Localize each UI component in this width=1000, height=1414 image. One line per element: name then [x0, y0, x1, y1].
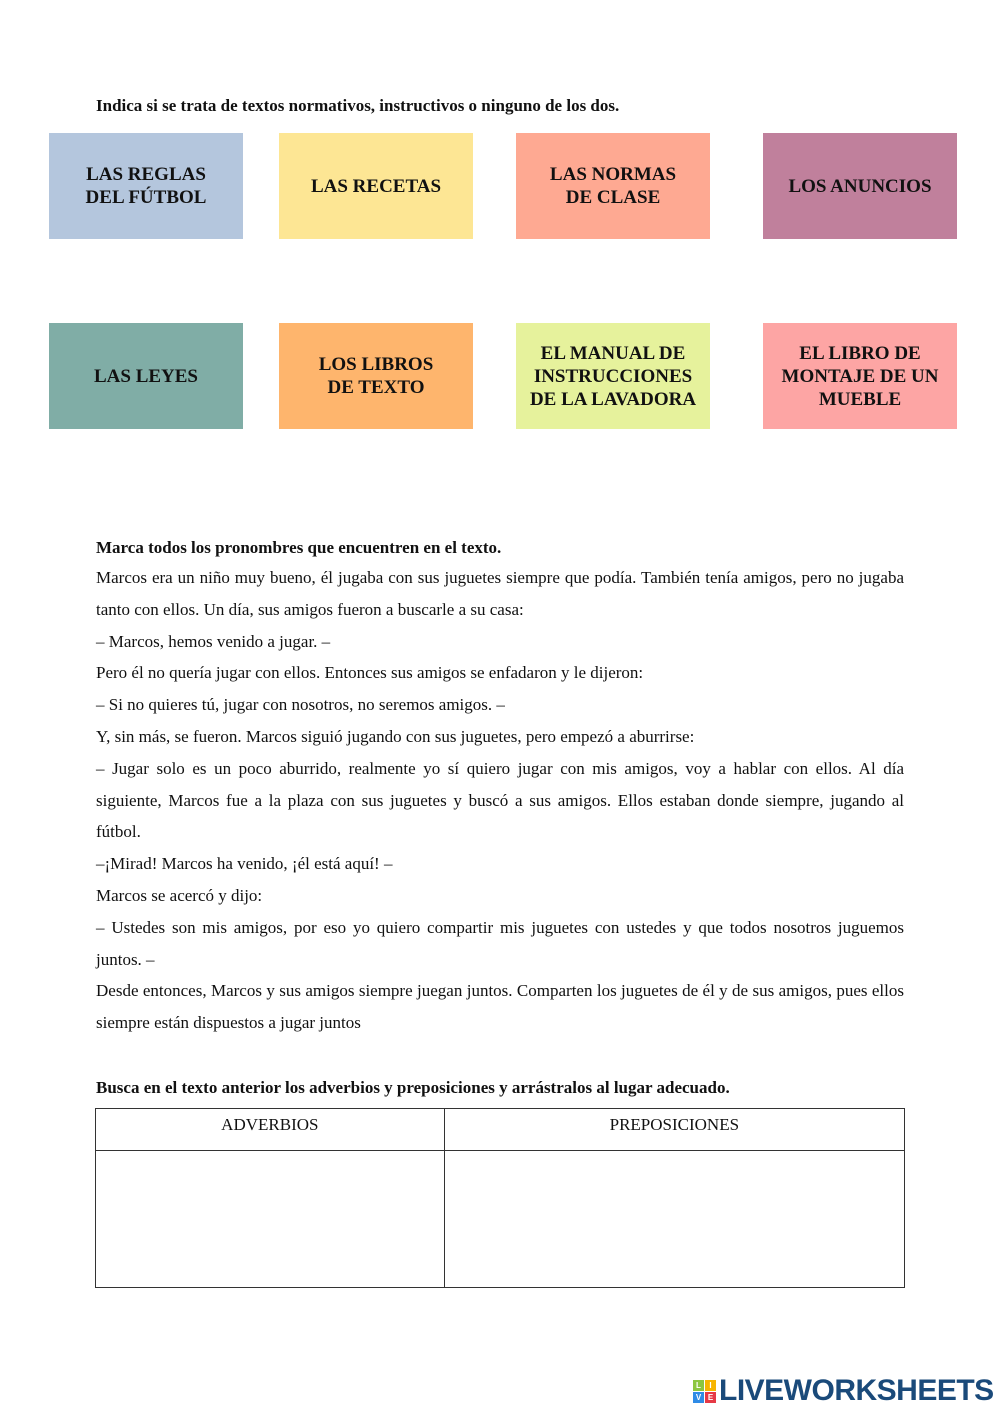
story-paragraph[interactable]: –¡Mirad! Marcos ha venido, ¡él está aquí! – — [96, 854, 393, 874]
column-header-preposiciones: PREPOSICIONES — [444, 1109, 904, 1151]
logo-text: LIVEWORKSHEETS — [719, 1374, 994, 1407]
draggable-card[interactable]: LOS LIBROS DE TEXTO — [279, 323, 473, 429]
story-paragraph[interactable]: Pero él no quería jugar con ellos. Entonces sus amigos se enfadaron y le dijeron: — [96, 663, 644, 683]
draggable-card[interactable]: LOS ANUNCIOS — [763, 133, 957, 239]
instruction-3: Busca en el texto anterior los adverbios y preposiciones y arrástralos al lugar adecuado. — [96, 1078, 730, 1097]
draggable-card[interactable]: LAS LEYES — [49, 323, 243, 429]
column-header-adverbios: ADVERBIOS — [96, 1109, 445, 1151]
story-paragraph[interactable]: – Marcos, hemos venido a jugar. – — [96, 631, 331, 651]
draggable-card[interactable]: LAS NORMAS DE CLASE — [516, 133, 710, 239]
story-paragraph[interactable]: – Jugar solo es un poco aburrido, realmente yo sí quiero jugar con mis amigos, voy a hablar con ellos. Al día siguiente, Marcos fue a la plaza con sus juguetes y buscó a sus amigos. Ellos estaban donde siempre, jugando al fútbol. — [96, 758, 904, 842]
story-paragraph[interactable]: Y, sin más, se fueron. Marcos siguió jugando con sus juguetes, pero empezó a aburrirse: — [96, 726, 695, 746]
draggable-card[interactable]: EL LIBRO DE MONTAJE DE UN MUEBLE — [763, 323, 957, 429]
draggable-card[interactable]: LAS RECETAS — [279, 133, 473, 239]
story-paragraph[interactable]: – Ustedes son mis amigos, por eso yo quiero compartir mis juguetes con ustedes y que todos nosotros juguemos juntos. – — [96, 917, 904, 969]
story-paragraph[interactable]: Marcos era un niño muy bueno, él jugaba con sus juguetes siempre que podía. También tenía amigos, pero no jugaba tanto con ellos. Un día, sus amigos fueron a buscarle a su casa: — [96, 568, 904, 619]
drop-zone-adverbios[interactable] — [96, 1151, 445, 1288]
story-paragraph[interactable]: Marcos se acercó y dijo: — [96, 885, 263, 905]
draggable-card[interactable]: EL MANUAL DE INSTRUCCIONES DE LA LAVADORA — [516, 323, 710, 429]
instruction-1: Indica si se trata de textos normativos, instructivos o ninguno de los dos. — [96, 96, 620, 115]
draggable-card[interactable]: LAS REGLAS DEL FÚTBOL — [49, 133, 243, 239]
story-text[interactable] — [96, 562, 904, 1039]
drop-zone-preposiciones[interactable] — [444, 1151, 904, 1288]
classification-table — [95, 1108, 905, 1288]
instruction-2: Marca todos los pronombres que encuentren en el texto. — [96, 538, 502, 557]
liveworksheets-logo — [693, 1374, 994, 1408]
story-paragraph[interactable]: – Si no quieres tú, jugar con nosotros, no seremos amigos. – — [96, 695, 505, 715]
logo-tiles-icon: L I V E — [693, 1380, 716, 1403]
story-paragraph[interactable]: Desde entonces, Marcos y sus amigos siempre juegan juntos. Comparten los juguetes de él y de sus amigos, pues ellos siempre están dispuestos a jugar juntos — [96, 981, 904, 1033]
